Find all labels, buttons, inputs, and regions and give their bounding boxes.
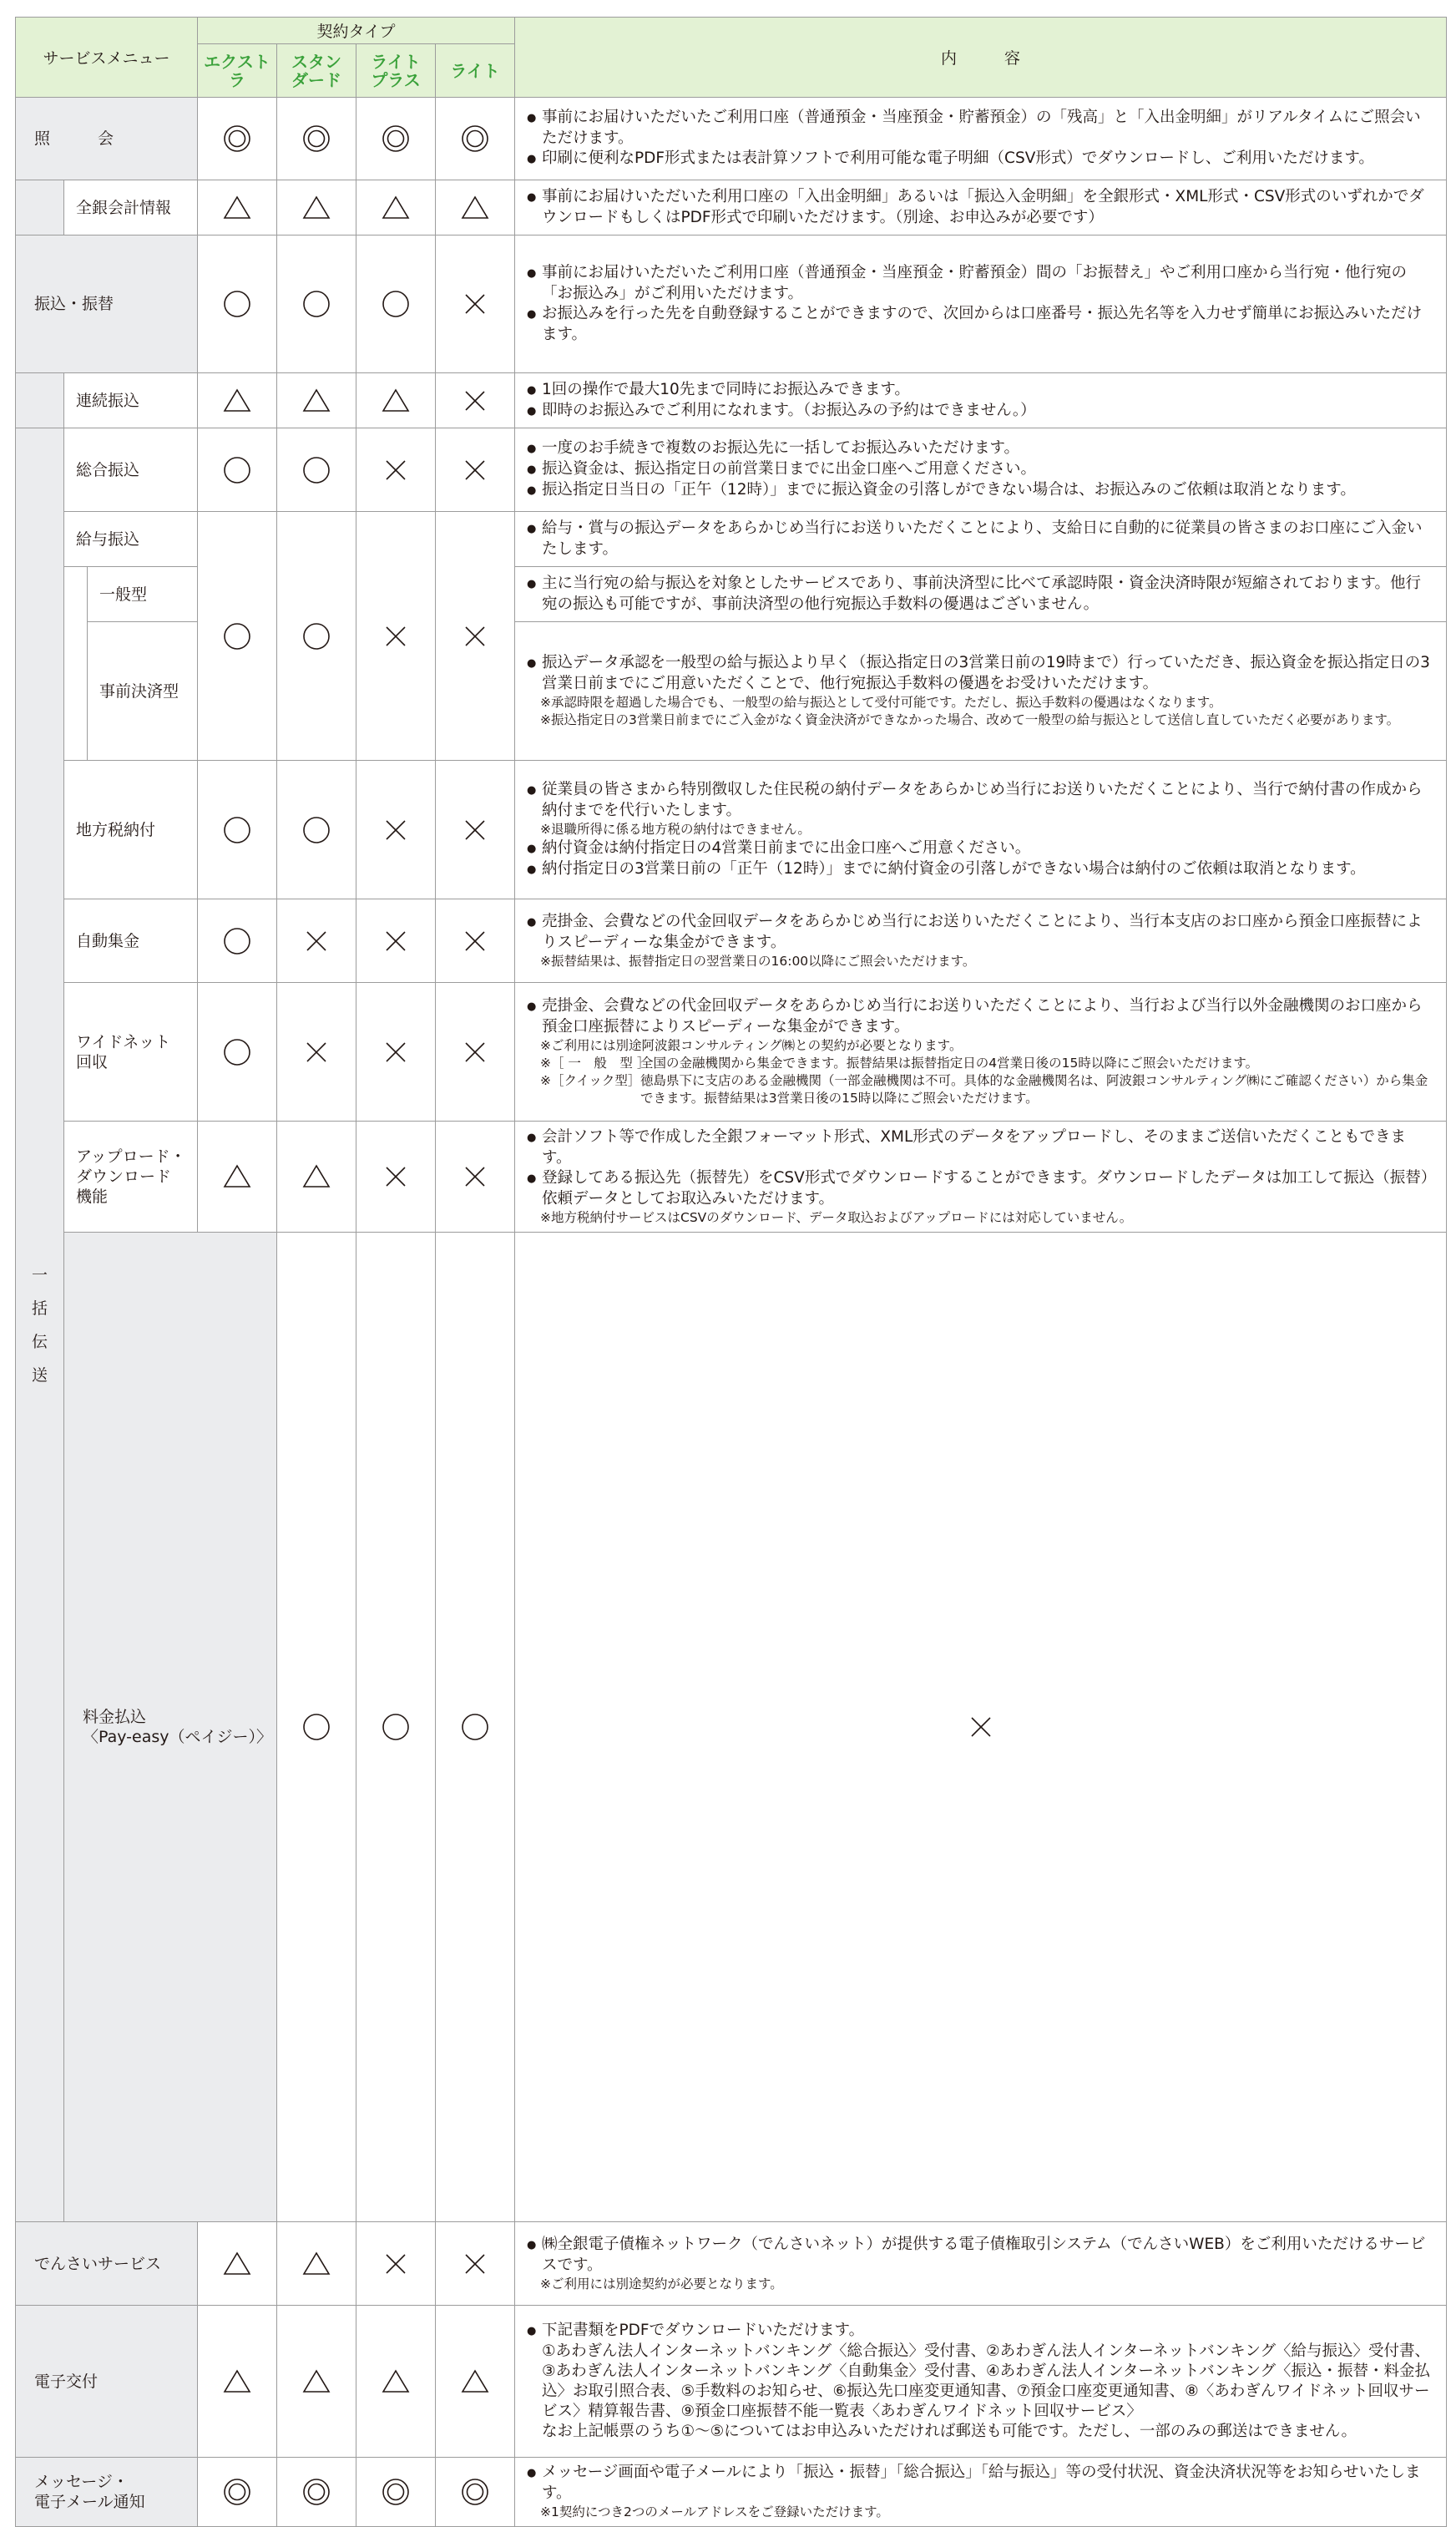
service-name: 給与振込 bbox=[64, 512, 198, 567]
availability-mark bbox=[436, 761, 515, 899]
double-circle-icon bbox=[222, 2477, 252, 2507]
service-name: 電子交付 bbox=[16, 2306, 198, 2458]
availability-mark bbox=[436, 2306, 515, 2458]
availability-mark bbox=[198, 428, 277, 512]
double-circle-icon bbox=[301, 124, 331, 154]
availability-mark bbox=[277, 761, 356, 899]
availability-mark bbox=[277, 2222, 356, 2306]
circle-icon bbox=[301, 815, 331, 845]
cross-icon bbox=[460, 1162, 490, 1192]
service-name: 事前決済型 bbox=[88, 622, 198, 761]
service-description: ● 事前にお届けいただいたご利用口座（普通預金・当座預金・貯蓄預金）の「残高」と「入出金明細」がリアルタイムにご照会いただけます。 ● 印刷に便利なPDF形式または表計算ソフトで利用可能な電子明細（CSV形式）でダウンロードし、ご利用いただけます。 bbox=[515, 98, 1447, 180]
double-circle-icon bbox=[381, 2477, 411, 2507]
circle-icon bbox=[222, 1037, 252, 1067]
availability-mark bbox=[277, 98, 356, 180]
triangle-icon bbox=[222, 193, 252, 223]
availability-mark bbox=[356, 761, 436, 899]
availability-mark bbox=[277, 2306, 356, 2458]
service-name: 自動集金 bbox=[64, 899, 198, 983]
availability-mark bbox=[277, 1233, 356, 2222]
cross-icon bbox=[381, 1037, 411, 1067]
availability-mark bbox=[356, 1233, 436, 2222]
cross-icon bbox=[966, 1712, 996, 1742]
header-plan-lightplus: ライト プラス bbox=[356, 44, 436, 98]
availability-mark bbox=[198, 180, 277, 235]
header-plan-extra: エクストラ bbox=[198, 44, 277, 98]
header-contract-type: 契約タイプ bbox=[198, 18, 515, 44]
service-comparison-table bbox=[15, 17, 1447, 2527]
service-description: ● 事前にお届けいただいた利用口座の「入出金明細」あるいは「振込入金明細」を全銀形式・XML形式・CSV形式のいずれかでダウンロードもしくはPDF形式で印刷いただけます。（別途、お申込みが必要です） bbox=[515, 180, 1447, 235]
availability-mark bbox=[198, 899, 277, 983]
cross-icon bbox=[460, 289, 490, 319]
service-name: 連続振込 bbox=[64, 373, 198, 428]
header-plan-light: ライト bbox=[436, 44, 515, 98]
availability-mark bbox=[198, 2306, 277, 2458]
service-description: ● 一度のお手続きで複数のお振込先に一括してお振込みいただけます。 ● 振込資金は、振込指定日の前営業日までに出金口座へご用意ください。 ● 振込指定日当日の「正午（12時）」までに振込資金の引落しができない場合は、お振込みのご依頼は取消となります。 bbox=[515, 428, 1447, 512]
triangle-icon bbox=[301, 2367, 331, 2397]
triangle-icon bbox=[222, 2367, 252, 2397]
service-description: ● メッセージ画面や電子メールにより「振込・振替」「総合振込」「給与振込」等の受付状況、資金決済状況等をお知らせいたします。 ※1契約につき2つのメールアドレスをご登録いただけます。 bbox=[515, 2458, 1447, 2527]
service-name: ワイドネット 回収 bbox=[64, 983, 198, 1122]
availability-mark bbox=[277, 180, 356, 235]
cross-icon bbox=[460, 386, 490, 416]
cross-icon bbox=[460, 1037, 490, 1067]
double-circle-icon bbox=[460, 124, 490, 154]
availability-mark bbox=[436, 235, 515, 373]
row-furikomi bbox=[16, 235, 1447, 373]
double-circle-icon bbox=[460, 2477, 490, 2507]
header-content: 内 容 bbox=[515, 18, 1447, 98]
triangle-icon bbox=[301, 1162, 331, 1192]
row-kyuyo bbox=[16, 512, 1447, 567]
triangle-icon bbox=[460, 193, 490, 223]
availability-mark bbox=[356, 180, 436, 235]
service-description: ● 主に当行宛の給与振込を対象としたサービスであり、事前決済型に比べて承認時限・資金決済時限が短縮されております。他行宛の振込も可能ですが、事前決済型の他行宛振込手数料の優遇はございません。 bbox=[515, 567, 1447, 622]
service-name: 一般型 bbox=[88, 567, 198, 622]
cross-icon bbox=[381, 1162, 411, 1192]
availability-mark bbox=[436, 428, 515, 512]
circle-icon bbox=[222, 926, 252, 956]
availability-mark bbox=[198, 512, 277, 761]
availability-mark bbox=[436, 983, 515, 1122]
row-message bbox=[16, 2458, 1447, 2527]
service-name: アップロード・ ダウンロード 機能 bbox=[64, 1122, 198, 1233]
row-densai bbox=[16, 2222, 1447, 2306]
triangle-icon bbox=[222, 386, 252, 416]
service-description: ● 会計ソフト等で作成した全銀フォーマット形式、XML形式のデータをアップロードし、そのままご送信いただくこともできます。 ● 登録してある振込先（振替先）をCSV形式でダウンロードすることができます。ダウンロードしたデータは加工して振込（振替）依頼データとしてお取込みいただけます。 ※地方税納付サービスはCSVのダウンロード、データ取込およびアップロードには対応していません。 bbox=[515, 1122, 1447, 1233]
row-sogo bbox=[16, 428, 1447, 512]
service-table-container bbox=[15, 17, 1439, 2519]
availability-mark bbox=[198, 1122, 277, 1233]
availability-mark bbox=[277, 512, 356, 761]
double-circle-icon bbox=[381, 124, 411, 154]
availability-mark bbox=[356, 2306, 436, 2458]
row-denshi bbox=[16, 2306, 1447, 2458]
service-description: ● 従業員の皆さまから特別徴収した住民税の納付データをあらかじめ当行にお送りいただくことにより、当行で納付書の作成から納付までを代行いたします。 ※退職所得に係る地方税の納付はできません。 ● 納付資金は納付指定日の4営業日前までに出金口座へご用意ください。 ● 納付指定日の3営業日前の「正午（12時）」までに納付資金の引落しができない場合は納付のご依頼は取消となります。 bbox=[515, 761, 1447, 899]
availability-mark bbox=[198, 983, 277, 1122]
cross-icon bbox=[301, 926, 331, 956]
service-description: ● 売掛金、会費などの代金回収データをあらかじめ当行にお送りいただくことにより、当行本支店のお口座から預金口座振替によりスピーディーな集金ができます。 ※振替結果は、振替指定日の翌営業日の16:00以降にご照会いただけます。 bbox=[515, 899, 1447, 983]
triangle-icon bbox=[222, 2249, 252, 2279]
service-name: 全銀会計情報 bbox=[64, 180, 198, 235]
service-name: 照 会 bbox=[16, 98, 198, 180]
service-name: 料金払込 〈Pay-easy（ペイジー）〉 bbox=[64, 1233, 277, 2222]
availability-mark bbox=[277, 428, 356, 512]
availability-mark bbox=[356, 2222, 436, 2306]
cross-icon bbox=[381, 2249, 411, 2279]
availability-mark bbox=[356, 428, 436, 512]
availability-mark bbox=[356, 373, 436, 428]
triangle-icon bbox=[381, 193, 411, 223]
circle-icon bbox=[381, 289, 411, 319]
double-circle-icon bbox=[222, 124, 252, 154]
availability-mark bbox=[198, 2222, 277, 2306]
availability-mark bbox=[277, 983, 356, 1122]
availability-mark bbox=[277, 235, 356, 373]
cross-icon bbox=[460, 2249, 490, 2279]
service-name: 振込・振替 bbox=[16, 235, 198, 373]
cross-icon bbox=[460, 455, 490, 485]
triangle-icon bbox=[301, 386, 331, 416]
circle-icon bbox=[301, 289, 331, 319]
circle-icon bbox=[222, 815, 252, 845]
availability-mark bbox=[356, 512, 436, 761]
availability-mark bbox=[198, 2458, 277, 2527]
service-description: ● 1回の操作で最大10先まで同時にお振込みできます。 ● 即時のお振込みでご利用になれます。（お振込みの予約はできません。） bbox=[515, 373, 1447, 428]
circle-icon bbox=[460, 1712, 490, 1742]
circle-icon bbox=[222, 289, 252, 319]
availability-mark bbox=[356, 98, 436, 180]
cross-icon bbox=[460, 926, 490, 956]
service-description: ● 給与・賞与の振込データをあらかじめ当行にお送りいただくことにより、支給日に自動的に従業員の皆さまのお口座にご入金いたします。 bbox=[515, 512, 1447, 567]
row-widenet bbox=[16, 983, 1447, 1122]
availability-mark bbox=[436, 373, 515, 428]
circle-icon bbox=[301, 455, 331, 485]
availability-mark bbox=[356, 983, 436, 1122]
row-jidoshukin bbox=[16, 899, 1447, 983]
availability-mark bbox=[356, 2458, 436, 2527]
availability-mark bbox=[277, 373, 356, 428]
availability-mark bbox=[436, 98, 515, 180]
circle-icon bbox=[301, 621, 331, 651]
triangle-icon bbox=[301, 2249, 331, 2279]
service-name: 地方税納付 bbox=[64, 761, 198, 899]
service-description: ● 下記書類をPDFでダウンロードいただけます。 ①あわぎん法人インターネットバンキング〈総合振込〉受付書、②あわぎん法人インターネットバンキング〈給与振込〉受付書、③あわぎん法人インターネットバンキング〈自動集金〉受付書、④あわぎん法人インターネットバンキング〈振込・振替・料金払込〉お取引照合表、⑤手数料のお知らせ、⑥振込先口座変更通知書、⑦預金口座変更通知書、⑧〈あわぎんワイドネット回収サービス〉精算報告書、⑨預金口座振替不能一覧表〈あわぎんワイドネット回収サービス〉 なお上記帳票のうち①～⑤についてはお申込みいただければ郵送も可能です。ただし、一部のみの郵送はできません。 bbox=[515, 2306, 1447, 2458]
service-description: ● 振込データ承認を一般型の給与振込より早く（振込指定日の3営業日前の19時まで）行っていただき、振込資金を振込指定日の3営業日前までにご用意いただくことで、他行宛振込手数料の優遇をお受けいただけます。 ※承認時限を超過した場合でも、一般型の給与振込として受付可能です。ただし、振込手数料の優遇はなくなります。 ※振込指定日の3営業日前までにご入金がなく資金決済ができなかった場合、改めて一般型の給与振込として送信し直していただく必要があります。 bbox=[515, 622, 1447, 761]
availability-mark bbox=[198, 98, 277, 180]
service-name: でんさいサービス bbox=[16, 2222, 198, 2306]
cross-icon bbox=[301, 1037, 331, 1067]
cross-icon bbox=[381, 455, 411, 485]
circle-icon bbox=[301, 1712, 331, 1742]
availability-mark bbox=[277, 2458, 356, 2527]
ikkatsu-denso-label: 一 括 伝 送 bbox=[16, 428, 64, 2222]
row-chihozei bbox=[16, 761, 1447, 899]
service-name: メッセージ・ 電子メール通知 bbox=[16, 2458, 198, 2527]
availability-mark bbox=[436, 512, 515, 761]
availability-mark bbox=[436, 1233, 515, 2222]
double-circle-icon bbox=[301, 2477, 331, 2507]
row-renzoku bbox=[16, 373, 1447, 428]
availability-mark bbox=[198, 373, 277, 428]
triangle-icon bbox=[460, 2367, 490, 2397]
cross-icon bbox=[381, 926, 411, 956]
service-description: ● 売掛金、会費などの代金回収データをあらかじめ当行にお送りいただくことにより、当行および当行以外金融機関のお口座から預金口座振替によりスピーディーな集金ができます。 ※ご利用には別途阿波銀コンサルティング㈱との契約が必要となります。 ※［ 一 般 型 ］ 全国の金融機関から集金できます。振替結果は振替指定日の4営業日後の15時以降にご照会いただけます。 ※［クイック型］ 徳島県下に支店のある金融機関（一部金融機関は不可。具体的な金融機関名は、阿波銀コンサルティング㈱にご確認ください）から集金できます。振替結果は3営業日後の15時以降にご照会いただけます。 bbox=[515, 983, 1447, 1122]
availability-mark bbox=[198, 235, 277, 373]
availability-mark bbox=[515, 1233, 1447, 2222]
availability-mark bbox=[277, 899, 356, 983]
triangle-icon bbox=[222, 1162, 252, 1192]
availability-mark bbox=[356, 235, 436, 373]
availability-mark bbox=[436, 1122, 515, 1233]
service-name: 総合振込 bbox=[64, 428, 198, 512]
availability-mark bbox=[436, 899, 515, 983]
service-description: ● 事前にお届けいただいたご利用口座（普通預金・当座預金・貯蓄預金）間の「お振替え」やご利用口座から当行宛・他行宛の「お振込み」がご利用いただけます。 ● お振込みを行った先を自動登録することができますので、次回からは口座番号・振込先名等を入力せず簡単にお振込みいただけます。 bbox=[515, 235, 1447, 373]
cross-icon bbox=[460, 621, 490, 651]
availability-mark bbox=[356, 1122, 436, 1233]
circle-icon bbox=[381, 1712, 411, 1742]
availability-mark bbox=[436, 2458, 515, 2527]
triangle-icon bbox=[301, 193, 331, 223]
availability-mark bbox=[198, 761, 277, 899]
triangle-icon bbox=[381, 2367, 411, 2397]
row-payeasy bbox=[16, 1233, 1447, 2222]
header-service-menu: サービスメニュー bbox=[16, 18, 198, 98]
circle-icon bbox=[222, 455, 252, 485]
header-plan-standard: スタン ダード bbox=[277, 44, 356, 98]
availability-mark bbox=[436, 180, 515, 235]
triangle-icon bbox=[381, 386, 411, 416]
cross-icon bbox=[460, 815, 490, 845]
availability-mark bbox=[277, 1122, 356, 1233]
availability-mark bbox=[356, 899, 436, 983]
cross-icon bbox=[381, 621, 411, 651]
row-upload bbox=[16, 1122, 1447, 1233]
availability-mark bbox=[436, 2222, 515, 2306]
row-zengin bbox=[16, 180, 1447, 235]
cross-icon bbox=[381, 815, 411, 845]
circle-icon bbox=[222, 621, 252, 651]
service-description: ● ㈱全銀電子債権ネットワーク（でんさいネット）が提供する電子債権取引システム（でんさいWEB）をご利用いただけるサービスです。 ※ご利用には別途契約が必要となります。 bbox=[515, 2222, 1447, 2306]
row-shokai bbox=[16, 98, 1447, 180]
